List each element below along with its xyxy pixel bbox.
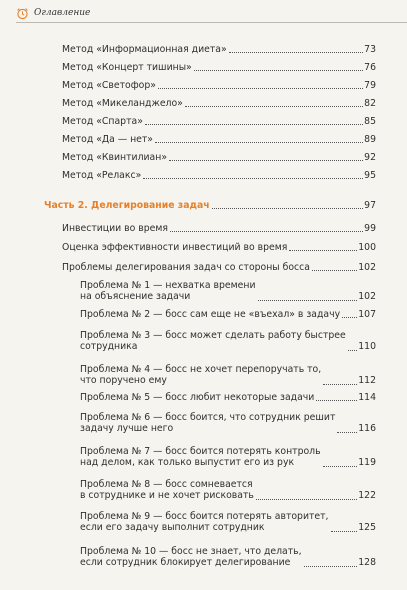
dot-leader (212, 208, 364, 209)
toc-subentry[interactable]: Проблема № 4 — босс не хочет перепоручать то, что поручено ему 112 (80, 364, 376, 387)
page-number: 119 (358, 457, 376, 469)
dot-leader (155, 142, 363, 143)
page-number: 102 (358, 291, 376, 303)
toc-subentry[interactable]: Проблема № 10 — босс не знает, что делать, если сотрудник блокирует делегирование 128 (80, 546, 376, 569)
toc-entry[interactable]: Проблемы делегирования задач со стороны босса 102 (62, 262, 376, 273)
dot-leader (289, 250, 357, 251)
toc-entry[interactable]: Метод «Релакс» 95 (62, 170, 376, 181)
toc-entry[interactable]: Инвестиции во время 99 (62, 223, 376, 234)
toc-entry[interactable]: Метод «Информационная диета» 73 (62, 44, 376, 55)
page-number: 76 (364, 62, 376, 73)
toc-part-heading[interactable]: Часть 2. Делегирование задач 97 (44, 200, 376, 211)
page-number: 107 (358, 309, 376, 320)
toc-subentry[interactable]: Проблема № 7 — босс боится потерять контроль над делом, как только выпустит его из рук 119 (80, 446, 376, 469)
dot-leader (194, 70, 363, 71)
page-number: 92 (364, 152, 376, 163)
dot-leader (316, 400, 357, 401)
toc-entry[interactable]: Метод «Светофор» 79 (62, 80, 376, 91)
page-number: 122 (358, 490, 376, 502)
toc-subentry[interactable]: Проблема № 2 — босс сам еще не «въехал» в задачу 107 (80, 309, 376, 320)
page-number: 79 (364, 80, 376, 91)
dot-leader (342, 317, 357, 318)
toc-subentry[interactable]: Проблема № 3 — босс может сделать работу быстрее сотрудника 110 (80, 330, 376, 353)
page-number: 116 (358, 423, 376, 435)
page-number: 82 (364, 98, 376, 109)
toc-entry[interactable]: Метод «Да — нет» 89 (62, 134, 376, 145)
toc-subentry[interactable]: Проблема № 1 — нехватка времени на объяснение задачи 102 (80, 280, 376, 303)
toc-entry[interactable]: Метод «Квинтилиан» 92 (62, 152, 376, 163)
page-number: 97 (364, 200, 376, 211)
dot-leader (143, 178, 363, 179)
toc-entry[interactable]: Оценка эффективности инвестиций во время 100 (62, 242, 376, 253)
dot-leader (185, 106, 363, 107)
dot-leader (169, 160, 363, 161)
page-number: 114 (358, 392, 376, 403)
toc-subentry[interactable]: Проблема № 9 — босс боится потерять авторитет, если его задачу выполнит сотрудник 125 (80, 511, 376, 534)
page-number: 102 (358, 262, 376, 273)
dot-leader (337, 432, 357, 433)
dot-leader (312, 270, 357, 271)
dot-leader (229, 52, 364, 53)
dot-leader (304, 566, 358, 567)
toc-entry[interactable]: Метод «Спарта» 85 (62, 116, 376, 127)
dot-leader (145, 124, 363, 125)
page-number: 95 (364, 170, 376, 181)
dot-leader (170, 231, 363, 232)
page-number: 99 (364, 223, 376, 234)
section-title: Оглавление (34, 8, 91, 18)
page-number: 73 (364, 44, 376, 55)
dot-leader (256, 499, 357, 500)
toc-subentry[interactable]: Проблема № 6 — босс боится, что сотрудник решит задачу лучше него 116 (80, 412, 376, 435)
page-number: 89 (364, 134, 376, 145)
dot-leader (323, 384, 357, 385)
dot-leader (323, 466, 358, 467)
toc-subentry[interactable]: Проблема № 8 — босс сомневается в сотруднике и не хочет рисковать 122 (80, 479, 376, 502)
toc-subentry[interactable]: Проблема № 5 — босс любит некоторые задачи 114 (80, 392, 376, 403)
page-number: 125 (358, 522, 376, 534)
dot-leader (258, 300, 358, 301)
page-number: 100 (358, 242, 376, 253)
page-number: 110 (358, 341, 376, 353)
dot-leader (331, 531, 358, 532)
page-number: 85 (364, 116, 376, 127)
page-number: 128 (358, 557, 376, 569)
toc-entry[interactable]: Метод «Концерт тишины» 76 (62, 62, 376, 73)
page-number: 112 (358, 375, 376, 387)
dot-leader (348, 350, 358, 351)
dot-leader (158, 88, 363, 89)
toc-entry[interactable]: Метод «Микеланджело» 82 (62, 98, 376, 109)
